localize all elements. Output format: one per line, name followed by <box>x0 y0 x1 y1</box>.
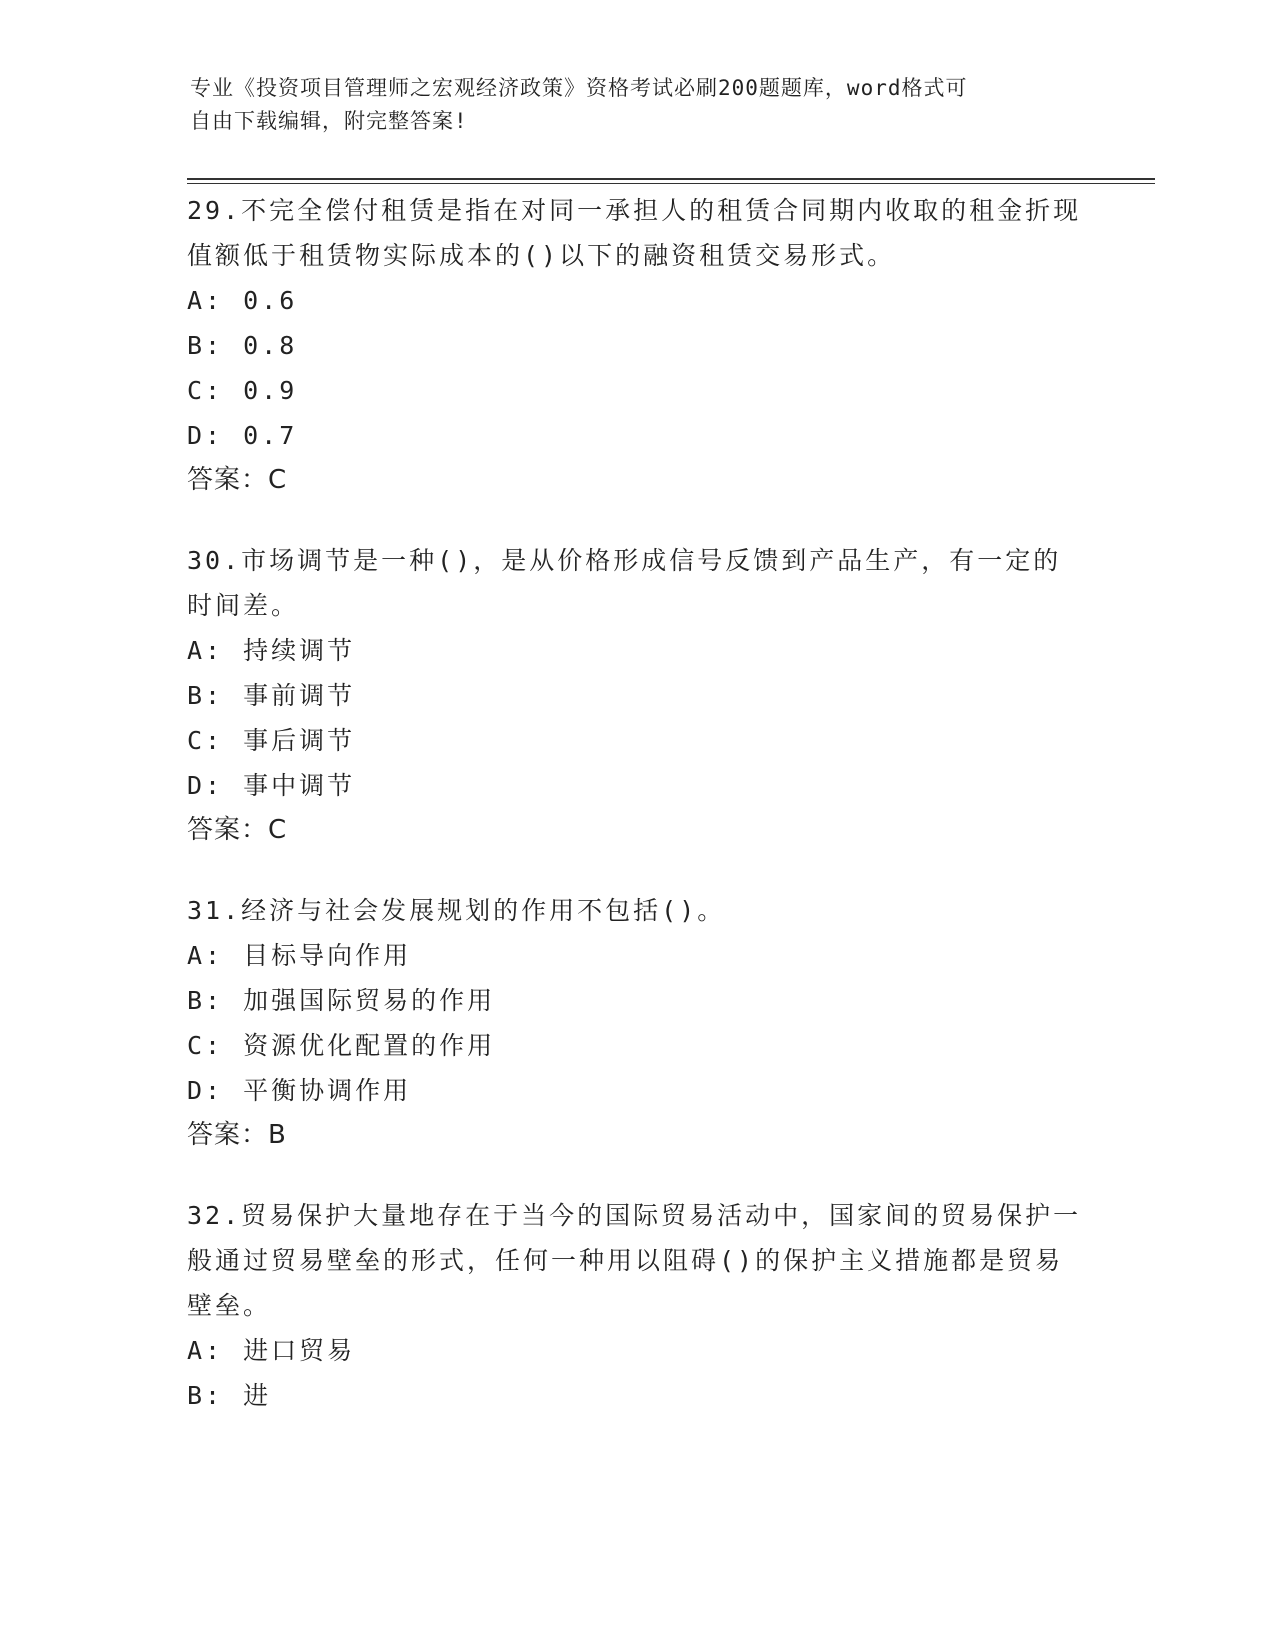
answer-value: B <box>268 1120 287 1150</box>
option-letter: C: <box>187 376 224 405</box>
option-text: 进 <box>243 1381 272 1410</box>
option-text: 平衡协调作用 <box>243 1076 412 1105</box>
option-a <box>187 1328 1087 1373</box>
question-stem: 31.经济与社会发展规划的作用不包括()。 <box>187 896 726 925</box>
option-text: 事前调节 <box>243 681 356 710</box>
option-letter: D: <box>187 421 224 450</box>
header-line-1: 专业《投资项目管理师之宏观经济政策》资格考试必刷200题题库，word格式可 <box>190 76 968 100</box>
option-b <box>187 673 1087 718</box>
header-line-2: 自由下载编辑，附完整答案! <box>190 109 468 133</box>
option-text: 资源优化配置的作用 <box>243 1031 496 1060</box>
option-d <box>187 763 1087 808</box>
question-30 <box>187 538 1087 853</box>
option-text: 进口贸易 <box>243 1336 356 1365</box>
option-letter: B: <box>187 681 224 710</box>
option-b <box>187 978 1087 1023</box>
question-32 <box>187 1193 1087 1418</box>
question-stem: 30.市场调节是一种()，是从价格形成信号反馈到产品生产，有一定的时间差。 <box>187 546 1062 620</box>
question-31 <box>187 888 1087 1158</box>
option-letter: C: <box>187 1031 224 1060</box>
option-letter: A: <box>187 636 224 665</box>
option-c <box>187 718 1087 763</box>
option-letter: D: <box>187 1076 224 1105</box>
option-a <box>187 628 1087 673</box>
option-a <box>187 278 1087 323</box>
question-stem: 29.不完全偿付租赁是指在对同一承担人的租赁合同期内收取的租金折现值额低于租赁物实际成本的()以下的融资租赁交易形式。 <box>187 196 1082 270</box>
option-d <box>187 1068 1087 1113</box>
option-text: 0.6 <box>243 286 298 315</box>
answer-value: C <box>268 815 288 845</box>
option-text: 持续调节 <box>243 636 356 665</box>
option-letter: C: <box>187 726 224 755</box>
option-text: 0.8 <box>243 331 298 360</box>
option-letter: A: <box>187 1336 224 1365</box>
option-d <box>187 413 1087 458</box>
option-text: 0.7 <box>243 421 298 450</box>
option-a <box>187 933 1087 978</box>
option-text: 事中调节 <box>243 771 356 800</box>
option-text: 0.9 <box>243 376 298 405</box>
answer-line <box>187 808 1087 853</box>
answer-label: 答案： <box>187 1120 269 1150</box>
option-b <box>187 1373 1087 1418</box>
option-letter: B: <box>187 986 224 1015</box>
option-letter: D: <box>187 771 224 800</box>
option-letter: B: <box>187 1381 224 1410</box>
option-letter: A: <box>187 286 224 315</box>
answer-line <box>187 458 1087 503</box>
question-stem: 32.贸易保护大量地存在于当今的国际贸易活动中，国家间的贸易保护一般通过贸易壁垒的形式，任何一种用以阻碍()的保护主义措施都是贸易壁垒。 <box>187 1201 1082 1320</box>
document-header <box>190 72 1080 138</box>
option-c <box>187 368 1087 413</box>
option-b <box>187 323 1087 368</box>
option-letter: A: <box>187 941 224 970</box>
header-divider-thin <box>187 183 1155 184</box>
answer-value: C <box>268 465 288 495</box>
option-letter: B: <box>187 331 224 360</box>
option-text: 加强国际贸易的作用 <box>243 986 496 1015</box>
answer-label: 答案： <box>187 465 269 495</box>
header-divider-thick <box>187 178 1155 180</box>
option-text: 目标导向作用 <box>243 941 412 970</box>
answer-line <box>187 1113 1087 1158</box>
option-c <box>187 1023 1087 1068</box>
option-text: 事后调节 <box>243 726 356 755</box>
question-29 <box>187 188 1087 503</box>
answer-label: 答案： <box>187 815 269 845</box>
